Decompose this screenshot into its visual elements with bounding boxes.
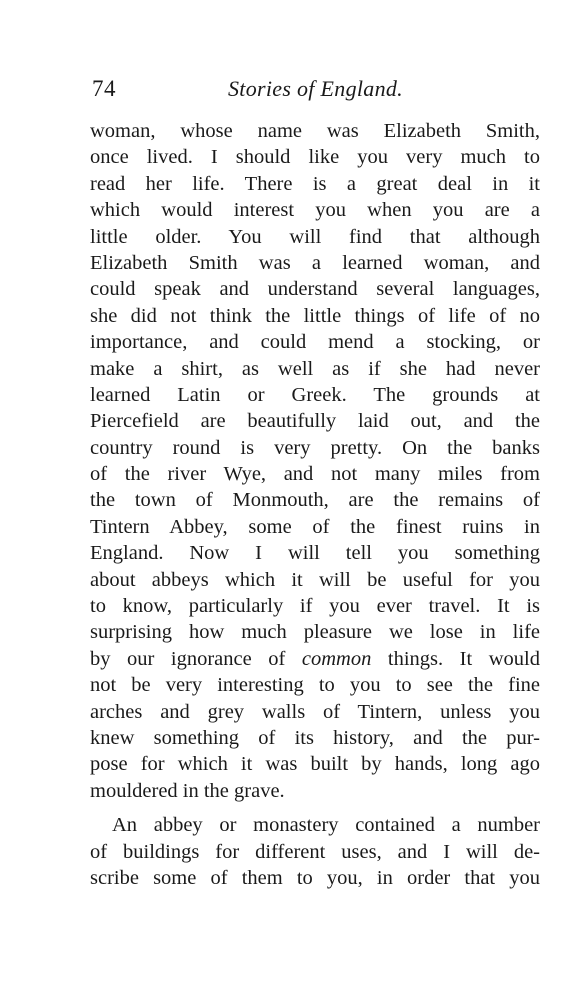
text-line: pose for which it was built by hands, long ago [90, 753, 540, 776]
body-text [90, 118, 540, 891]
text-line: could speak and understand several languages, [90, 278, 540, 301]
running-title: Stories of England. [228, 76, 403, 101]
text-line: learned Latin or Greek. The grounds at [90, 383, 540, 406]
text-line: to know, particularly if you ever travel. It is [90, 595, 540, 618]
text-line: surprising how much pleasure we lose in life [90, 621, 540, 644]
text-line: Tintern Abbey, some of the finest ruins in [90, 515, 540, 538]
text-line: England. Now I will tell you something [90, 542, 540, 565]
text-line: Elizabeth Smith was a learned woman, and [90, 251, 540, 274]
text-line: woman, whose name was Elizabeth Smith, [90, 120, 540, 142]
paragraph [90, 812, 540, 891]
text-line: she did not think the little things of life of no [90, 304, 540, 327]
text-line: arches and grey walls of Tintern, unless you [90, 700, 540, 723]
text-line: of the river Wye, and not many miles from [90, 463, 540, 486]
text-line: scribe some of them to you, in order that you [90, 866, 540, 889]
text-line: about abbeys which it will be useful for you [90, 568, 540, 591]
italic-word: common [301, 647, 372, 670]
text-line: little older. You will find that although [90, 225, 540, 248]
page-number: 74 [92, 76, 116, 101]
paragraph-gap [90, 804, 540, 812]
text-line: make a shirt, as well as if she had never [90, 357, 540, 380]
text-line: An abbey or monastery contained a number [112, 814, 540, 837]
text-line: the town of Monmouth, are the remains of [90, 489, 540, 512]
text-line: which would interest you when you are a [90, 199, 540, 222]
text-line: knew something of its history, and the pur- [90, 726, 540, 749]
text-line: read her life. There is a great deal in it [90, 172, 540, 195]
text-run: things. It would [371, 647, 540, 670]
text-line: not be very interesting to you to see the fine [90, 674, 540, 697]
text-line: Piercefield are beautifully laid out, and the [90, 410, 540, 433]
text-run: by our ignorance of [90, 647, 302, 670]
text-line: of buildings for different uses, and I will de- [90, 840, 540, 863]
text-line: country round is very pretty. On the banks [90, 436, 540, 459]
paragraph [90, 118, 540, 804]
text-line [90, 646, 540, 672]
text-line: once lived. I should like you very much to [90, 146, 540, 169]
page-header [92, 76, 540, 106]
text-line: mouldered in the grave. [90, 779, 285, 802]
text-line: importance, and could mend a stocking, or [90, 331, 540, 354]
